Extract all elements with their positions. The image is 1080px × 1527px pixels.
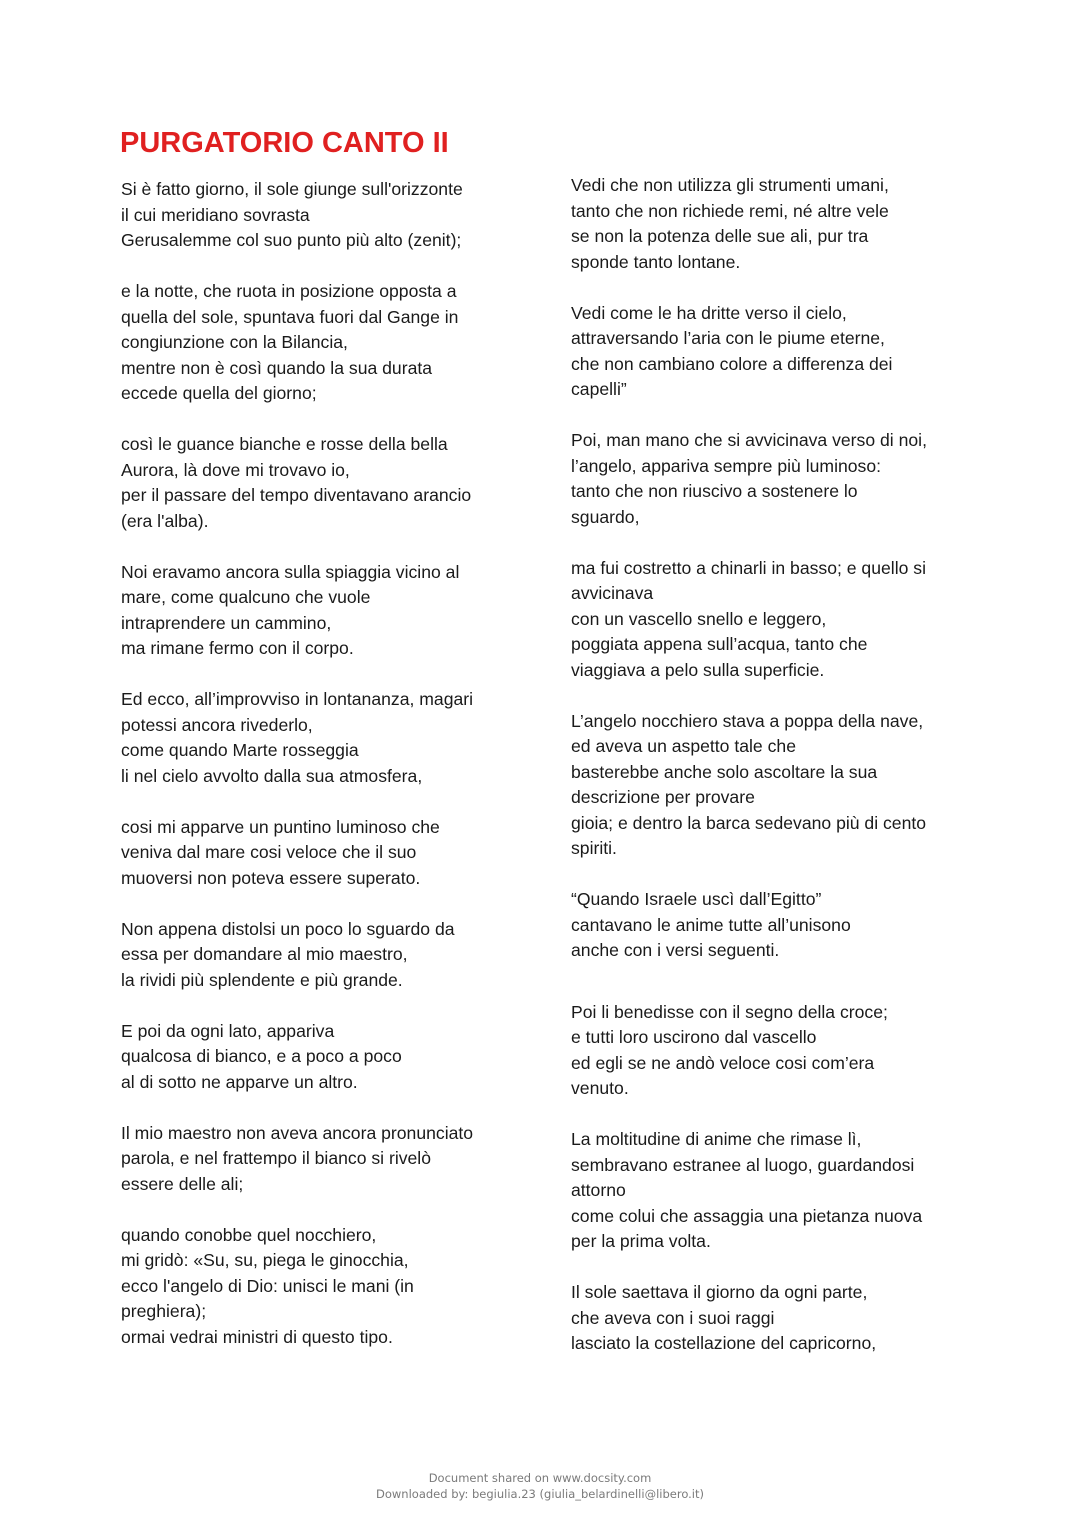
verse-line: parola, e nel frattempo il bianco si rivelò bbox=[121, 1148, 432, 1168]
stanza bbox=[121, 1223, 521, 1351]
verse-line: anche con i versi seguenti. bbox=[571, 940, 780, 960]
stanza-gap bbox=[571, 530, 966, 556]
verse-line: ecco l'angelo di Dio: unisci le mani (in bbox=[121, 1275, 414, 1296]
verse-line: potessi ancora rivederlo, bbox=[121, 714, 313, 735]
verse-line: che aveva con i suoi raggi bbox=[571, 1307, 775, 1328]
verse-line: cantavano le anime tutte all’unisono bbox=[571, 914, 851, 935]
verse-line: attraversando l’aria con le piume eterne, bbox=[571, 328, 885, 348]
stanza bbox=[121, 177, 521, 254]
stanza bbox=[571, 556, 966, 684]
verse-line: tanto che non riuscivo a sostenere lo bbox=[571, 481, 858, 501]
verse-line: Ed ecco, all’improvviso in lontananza, magari bbox=[121, 689, 474, 709]
verse-line: Gerusalemme col suo punto più alto (zenit); bbox=[121, 230, 462, 250]
stanza-gap bbox=[121, 789, 521, 815]
verse-line: capelli” bbox=[571, 379, 627, 399]
verse-line: per il passare del tempo diventavano arancio bbox=[121, 485, 472, 505]
verse-line: spiriti. bbox=[571, 838, 617, 858]
verse-line: Poi li benedisse con il segno della croce; bbox=[571, 1001, 888, 1022]
verse-line: (era l'alba). bbox=[121, 510, 209, 531]
stanza bbox=[121, 815, 521, 892]
verse-line: Si è fatto giorno, il sole giunge sull'orizzonte bbox=[121, 179, 463, 199]
verse-line: poggiata appena sull’acqua, tanto che bbox=[571, 634, 868, 654]
stanza-gap bbox=[571, 1255, 966, 1281]
verse-line: mentre non è così quando la sua durata bbox=[121, 357, 433, 378]
verse-line: se non la potenza delle sue ali, pur tra bbox=[571, 226, 869, 246]
verse-line: ormai vedrai ministri di questo tipo. bbox=[121, 1326, 393, 1347]
verse-line: essere delle ali; bbox=[121, 1173, 244, 1194]
verse-line: come colui che assaggia una pietanza nuova bbox=[571, 1205, 923, 1226]
verse-line: al di sotto ne apparve un altro. bbox=[121, 1071, 358, 1092]
verse-line: così le guance bianche e rosse della bella bbox=[121, 434, 448, 454]
verse-line: essa per domandare al mio maestro, bbox=[121, 944, 408, 964]
verse-line: Poi, man mano che si avvicinava verso di noi, bbox=[571, 430, 927, 450]
stanza bbox=[121, 687, 521, 789]
verse-line: basterebbe anche solo ascoltare la sua bbox=[571, 761, 878, 782]
stanza-gap bbox=[571, 275, 966, 301]
right-column bbox=[571, 173, 966, 1357]
verse-line: e la notte, che ruota in posizione opposta a bbox=[121, 281, 457, 301]
verse-line: l’angelo, appariva sempre più luminoso: bbox=[571, 455, 882, 476]
verse-line: attorno bbox=[571, 1180, 626, 1200]
verse-line: come quando Marte rosseggia bbox=[121, 740, 359, 760]
verse-line: Vedi come le ha dritte verso il cielo, bbox=[571, 302, 847, 323]
verse-line: qualcosa di bianco, e a poco a poco bbox=[121, 1046, 402, 1066]
verse-line: avvicinava bbox=[571, 583, 654, 603]
stanza-gap bbox=[571, 862, 966, 888]
verse-line: “Quando Israele uscì dall’Egitto” bbox=[571, 889, 822, 909]
stanza-gap bbox=[121, 993, 521, 1019]
stanza bbox=[121, 560, 521, 662]
verse-line: venuto. bbox=[571, 1078, 629, 1098]
verse-line: sguardo, bbox=[571, 506, 640, 527]
verse-line: tanto che non richiede remi, né altre vele bbox=[571, 200, 889, 221]
verse-line: che non cambiano colore a differenza dei bbox=[571, 353, 893, 374]
verse-line: Noi eravamo ancora sulla spiaggia vicino al bbox=[121, 561, 460, 582]
stanza-gap bbox=[121, 254, 521, 280]
stanza bbox=[571, 1000, 966, 1102]
verse-line: gioia; e dentro la barca sedevano più di cento bbox=[571, 812, 927, 833]
verse-line: Il sole saettava il giorno da ogni parte, bbox=[571, 1282, 868, 1302]
stanza-gap bbox=[121, 1095, 521, 1121]
page-title: PURGATORIO CANTO II bbox=[120, 127, 449, 159]
footer-downloaded-text: Downloaded by: begiulia.23 (giulia_belardinelli@libero.it) bbox=[376, 1487, 704, 1501]
stanza bbox=[571, 1280, 966, 1357]
verse-line: ma rimane fermo con il corpo. bbox=[121, 638, 354, 658]
verse-line: La moltitudine di anime che rimase lì, bbox=[571, 1129, 862, 1149]
verse-line: L’angelo nocchiero stava a poppa della nave, bbox=[571, 710, 924, 731]
verse-line: sponde tanto lontane. bbox=[571, 251, 741, 272]
footer-shared-text: Document shared on www.docsity.com bbox=[428, 1471, 652, 1485]
stanza bbox=[121, 432, 521, 534]
verse-line: mare, come qualcuno che vuole bbox=[121, 587, 371, 607]
stanza bbox=[571, 1127, 966, 1255]
verse-line: lasciato la costellazione del capricorno, bbox=[571, 1333, 877, 1353]
stanza-gap bbox=[121, 1197, 521, 1223]
verse-line: cosi mi apparve un puntino luminoso che bbox=[121, 816, 440, 837]
verse-line: preghiera); bbox=[121, 1301, 207, 1321]
stanza-gap bbox=[571, 403, 966, 429]
verse-line: eccede quella del giorno; bbox=[121, 383, 317, 403]
verse-line: muoversi non poteva essere superato. bbox=[121, 867, 421, 888]
left-column bbox=[121, 177, 521, 1350]
stanza bbox=[571, 428, 966, 530]
stanza-gap bbox=[121, 891, 521, 917]
stanza bbox=[571, 887, 966, 964]
stanza-gap bbox=[121, 534, 521, 560]
stanza-gap bbox=[571, 1102, 966, 1128]
stanza bbox=[571, 173, 966, 275]
stanza-gap bbox=[571, 964, 966, 1000]
verse-line: ma fui costretto a chinarli in basso; e quello si bbox=[571, 557, 926, 578]
verse-line: Aurora, là dove mi trovavo io, bbox=[121, 459, 350, 480]
stanza bbox=[121, 917, 521, 994]
stanza bbox=[121, 1019, 521, 1096]
stanza-gap bbox=[121, 662, 521, 688]
verse-line: li nel cielo avvolto dalla sua atmosfera, bbox=[121, 765, 423, 786]
verse-line: descrizione per provare bbox=[571, 787, 755, 807]
verse-line: la rividi più splendente e più grande. bbox=[121, 969, 403, 990]
stanza bbox=[121, 279, 521, 407]
verse-line: viaggiava a pelo sulla superficie. bbox=[571, 659, 825, 680]
stanza bbox=[121, 1121, 521, 1198]
stanza bbox=[571, 301, 966, 403]
verse-line: con un vascello snello e leggero, bbox=[571, 608, 827, 629]
stanza-gap bbox=[121, 407, 521, 433]
verse-line: il cui meridiano sovrasta bbox=[121, 204, 310, 225]
verse-line: sembravano estranee al luogo, guardandosi bbox=[571, 1154, 915, 1175]
verse-line: Il mio maestro non aveva ancora pronunciato bbox=[121, 1122, 474, 1143]
verse-line: intraprendere un cammino, bbox=[121, 612, 332, 633]
verse-line: e tutti loro uscirono dal vascello bbox=[571, 1027, 817, 1047]
verse-line: ed aveva un aspetto tale che bbox=[571, 736, 796, 756]
footer bbox=[0, 1470, 1080, 1502]
verse-line: Vedi che non utilizza gli strumenti umani, bbox=[571, 175, 889, 195]
stanza-gap bbox=[571, 683, 966, 709]
verse-line: per la prima volta. bbox=[571, 1231, 711, 1251]
stanza bbox=[571, 709, 966, 862]
verse-line: E poi da ogni lato, appariva bbox=[121, 1020, 335, 1041]
verse-line: quella del sole, spuntava fuori dal Gange in bbox=[121, 306, 459, 327]
verse-line: veniva dal mare cosi veloce che il suo bbox=[121, 842, 417, 862]
verse-line: Non appena distolsi un poco lo sguardo da bbox=[121, 918, 455, 939]
verse-line: quando conobbe quel nocchiero, bbox=[121, 1224, 377, 1245]
verse-line: mi gridò: «Su, su, piega le ginocchia, bbox=[121, 1250, 409, 1270]
verse-line: ed egli se ne andò veloce cosi com’era bbox=[571, 1052, 875, 1073]
verse-line: congiunzione con la Bilancia, bbox=[121, 332, 348, 352]
